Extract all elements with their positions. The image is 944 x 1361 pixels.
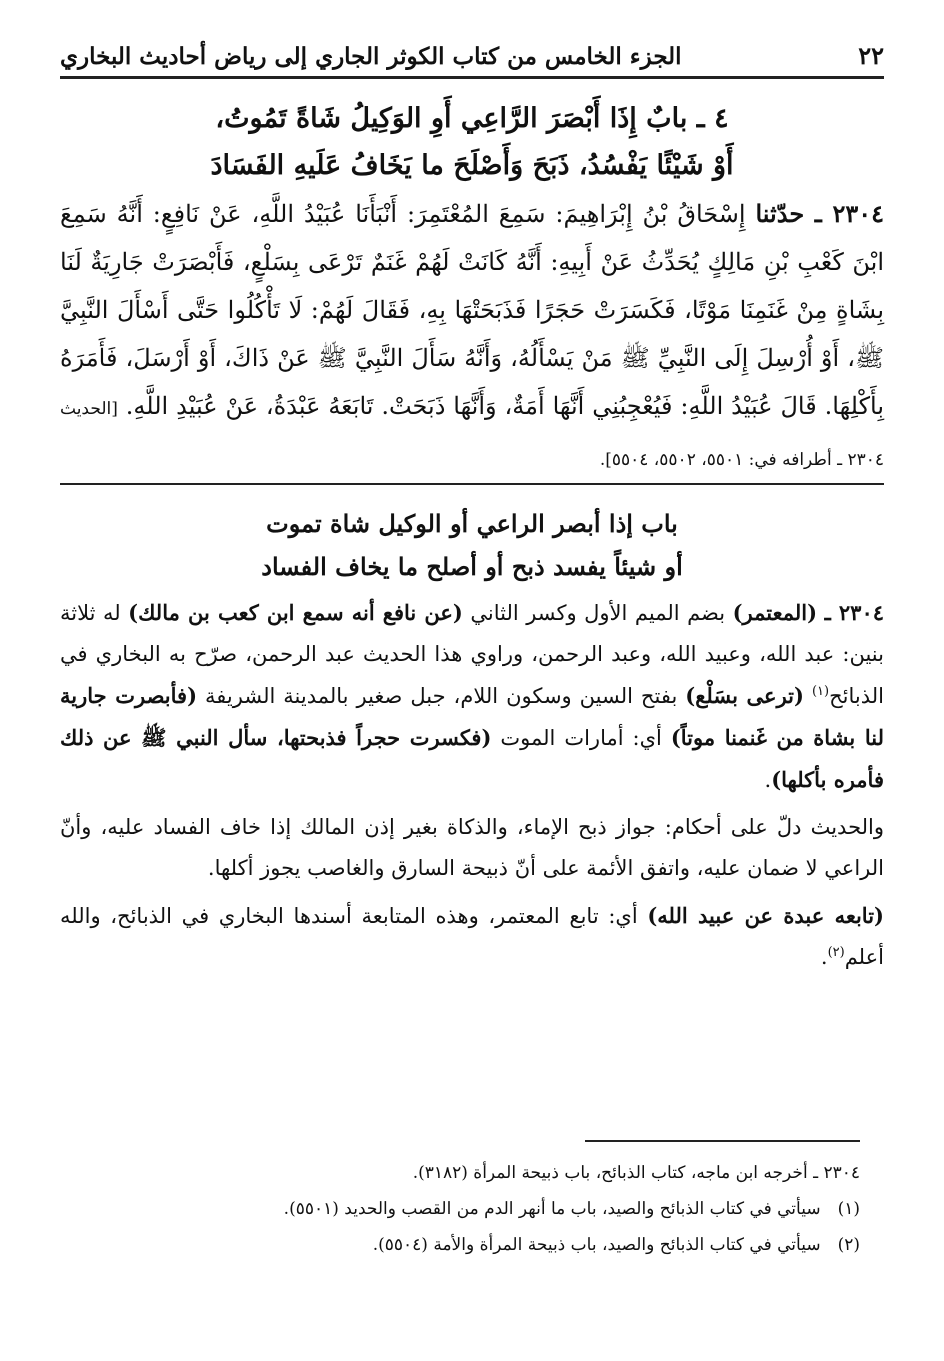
hadith-number: ٢٣٠٤ ـ حدّثنا xyxy=(755,199,884,228)
commentary-text: . xyxy=(820,945,828,969)
commentary-paragraph-3 xyxy=(60,895,884,978)
footnote-text: سيأتي في كتاب الذبائح والصيد، باب ذبيحة المرأة والأمة (٥٥٠٤). xyxy=(372,1235,821,1255)
footnote-mark: (٢) xyxy=(837,1235,860,1255)
commentary-text: بضم الميم الأول وكسر الثاني xyxy=(470,601,726,625)
section-divider xyxy=(60,483,884,485)
footnote xyxy=(60,1227,860,1263)
chapter-heading xyxy=(60,95,884,189)
footnote-mark: ٢٣٠٤ ـ xyxy=(813,1163,860,1183)
commentary-heading-line-1: باب إذا أبصر الراعي أو الوكيل شاة تموت xyxy=(266,509,678,538)
footnote xyxy=(60,1155,860,1191)
commentary xyxy=(60,592,884,984)
hadith-text xyxy=(60,190,884,484)
quoted-term: (تابعه عبدة عن عبيد الله) xyxy=(647,903,884,928)
commentary-text: أي: أمارات الموت xyxy=(500,726,662,750)
page-number: ٢٢ xyxy=(858,41,884,70)
footnote-ref-2: (٢) xyxy=(827,945,845,960)
hadith-reference: [الحديث ٢٣٠٤ ـ أطرافه في: ٥٥٠١، ٥٥٠٢، ٥٥٠٤]. xyxy=(60,399,884,470)
running-title: الجزء الخامس من كتاب الكوثر الجاري إلى رياض أحاديث البخاري xyxy=(60,43,682,70)
quoted-term: (فأبصرت جارية لنا بشاة من غَنمنا موتاً) xyxy=(60,683,885,750)
quoted-term: (ترعى بسَلْع) xyxy=(685,683,804,708)
commentary-number: ٢٣٠٤ ـ xyxy=(824,600,885,625)
running-header xyxy=(60,30,884,79)
footnote-mark: (١) xyxy=(837,1199,860,1219)
footnote-ref-1: (١) xyxy=(811,684,830,699)
hadith-body: إِسْحَاقُ بْنُ إِبْرَاهِيمَ: سَمِعَ المُعْتَمِرَ: أَنْبَأَنَا عُبَيْدُ اللَّهِ، عَنْ نَافِعٍ: أَنَّهُ سَمِعَ ابْنَ كَعْبِ بْنِ مَالِكٍ يُحَدِّثُ عَنْ أَبِيهِ: أَنَّهُ كَانَتْ لَهُمْ غَنَمٌ تَرْعَى بِسَلْعٍ، فَأَبْصَرَتْ جَارِيَةٌ لَنَا بِشَاةٍ مِنْ غَنَمِنَا مَوْتًا، فَكَسَرَتْ حَجَرًا فَذَبَحَتْهَا بِهِ، فَقَالَ لَهُمْ: لَا تَأْكُلُوا حَتَّى أَسْأَلَ النَّبِيَّ ﷺ، أَوْ أُرْسِلَ إِلَى النَّبِيِّ ﷺ مَنْ يَسْأَلُهُ، وَأَنَّهُ سَأَلَ النَّبِيَّ ﷺ عَنْ ذَاكَ، أَوْ أَرْسَلَ، فَأَمَرَهُ بِأَكْلِهَا. قَالَ عُبَيْدُ اللَّهِ: فَيُعْجِبُنِي أَنَّهَا أَمَةٌ، وَأَنَّهَا ذَبَحَتْ. تَابَعَهُ عَبْدَةُ، عَنْ عُبَيْدِ اللَّهِ. xyxy=(60,200,884,420)
commentary-heading xyxy=(60,502,884,588)
commentary-paragraph-1 xyxy=(60,592,884,801)
footnotes xyxy=(60,1155,860,1263)
quoted-term: (فكسرت حجراً فذبحتها، سأل النبي ﷺ عن ذلك فأمره بأكلها) xyxy=(60,725,884,792)
quoted-term: (المعتمر) xyxy=(732,600,818,625)
commentary-text: له ثلاثة بنين: عبد الله، وعبيد الله، وعبد الرحمن، وراوي هذا الحديث عبد الرحمن، صرّح به البخاري في الذبائح xyxy=(60,601,884,708)
commentary-heading-line-2: أو شيئاً يفسد ذبح أو أصلح ما يخاف الفساد xyxy=(261,552,683,581)
commentary-text: بفتح السين وسكون اللام، جبل صغير بالمدينة الشريفة xyxy=(205,684,678,708)
quoted-term: (عن نافع أنه سمع ابن كعب بن مالك) xyxy=(128,600,463,625)
footnote xyxy=(60,1191,860,1227)
chapter-heading-line-2: أَوْ شَيْئًا يَفْسُدُ، ذَبَحَ وَأَصْلَحَ ما يَخَافُ عَلَيهِ الفَسَادَ xyxy=(210,150,734,181)
chapter-heading-line-1: ٤ ـ بابٌ إِذَا أَبْصَرَ الرَّاعِي أَوِ الوَكِيلُ شَاةً تَمُوتُ، xyxy=(215,103,729,134)
commentary-text: . xyxy=(764,768,772,792)
footnote-text: سيأتي في كتاب الذبائح والصيد، باب ما أنهر الدم من القصب والحديد (٥٥٠١). xyxy=(283,1199,821,1219)
footnote-text: أخرجه ابن ماجه، كتاب الذبائح، باب ذبيحة المرأة (٣١٨٢). xyxy=(412,1163,808,1183)
commentary-text: أي: تابع المعتمر، وهذه المتابعة أسندها البخاري في الذبائح، والله أعلم xyxy=(60,904,884,969)
footnote-divider xyxy=(585,1140,860,1142)
commentary-paragraph-2: والحديث دلّ على أحكام: جواز ذبح الإماء، والذكاة بغير إذن المالك إذا خاف الفساد عليه، وأنّ الراعي لا ضمان عليه، واتفق الأئمة على أنّ ذبيحة السارق والغاصب يجوز أكلها. xyxy=(60,815,884,880)
